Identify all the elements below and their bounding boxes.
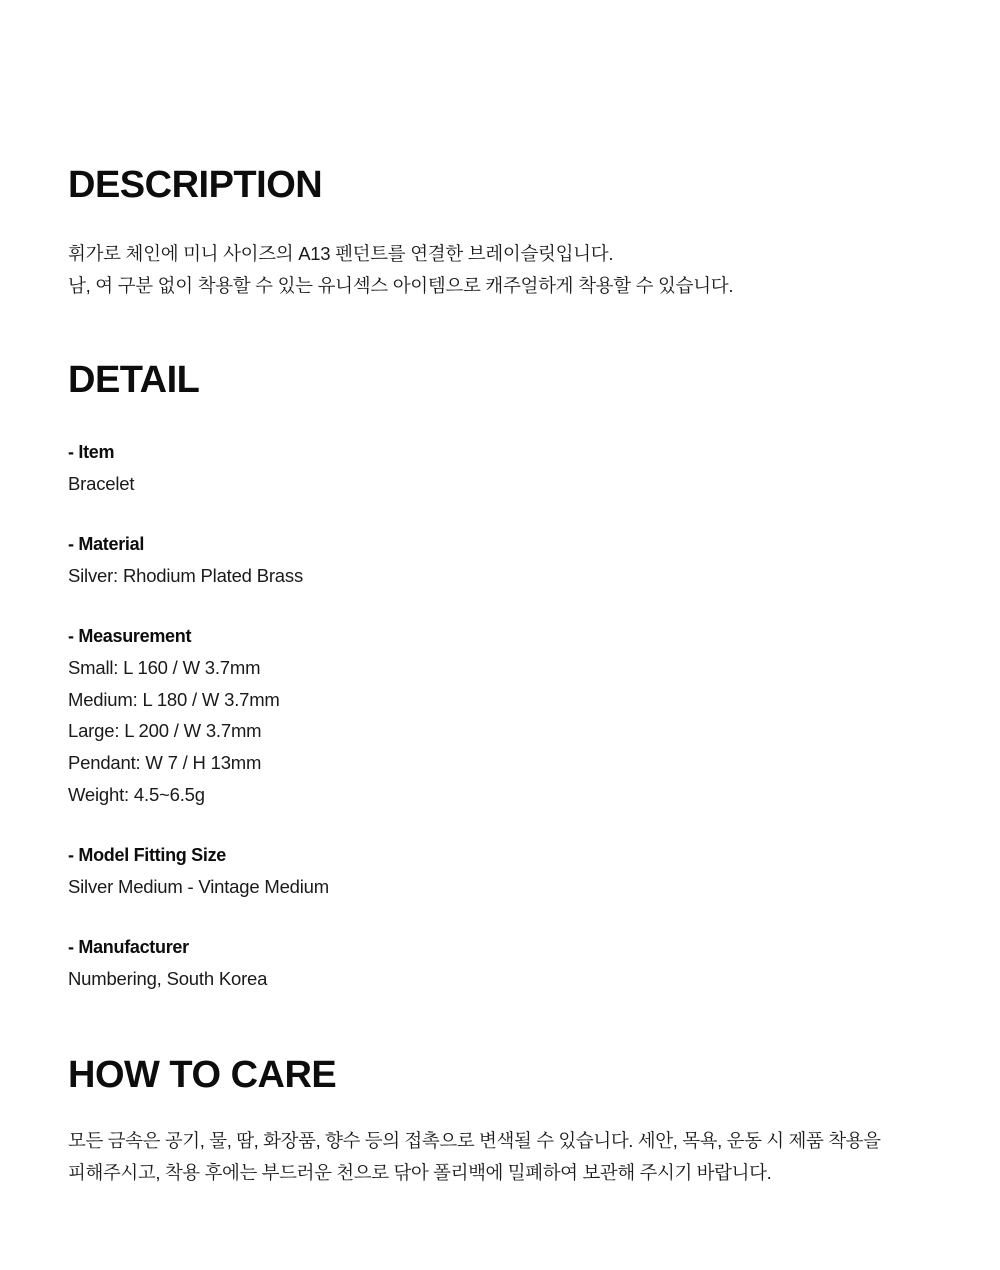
detail-group-material	[68, 529, 768, 591]
how-to-care-heading: HOW TO CARE	[68, 1054, 337, 1096]
detail-value: Pendant: W 7 / H 13mm	[68, 751, 262, 773]
detail-value: Medium: L 180 / W 3.7mm	[68, 688, 280, 710]
description-line: 남, 여 구분 없이 착용할 수 있는 유니섹스 아이템으로 캐주얼하게 착용할 수 있습니다.	[68, 274, 734, 296]
description-heading: DESCRIPTION	[68, 164, 323, 206]
how-to-care-body	[68, 1125, 938, 1189]
description-line: 휘가로 체인에 미니 사이즈의 A13 펜던트를 연결한 브레이슬릿입니다.	[68, 243, 614, 264]
care-line: 피해주시고, 착용 후에는 부드러운 천으로 닦아 폴리백에 밀폐하여 보관해 주시기 바랍니다.	[68, 1161, 772, 1183]
detail-label: - Item	[68, 442, 115, 462]
description-body	[68, 238, 733, 302]
detail-group-manufacturer	[68, 932, 768, 994]
detail-label: - Material	[68, 534, 145, 555]
detail-group-item	[68, 437, 768, 499]
care-line: 모든 금속은 공기, 물, 땀, 화장품, 향수 등의 접촉으로 변색될 수 있습니다. 세안, 목욕, 운동 시 제품 착용을	[68, 1130, 881, 1151]
detail-group-measurement	[68, 621, 768, 810]
detail-value: Bracelet	[68, 472, 135, 494]
detail-label: - Manufacturer	[68, 937, 189, 958]
detail-body	[68, 437, 768, 995]
detail-value: Silver: Rhodium Plated Brass	[68, 564, 303, 586]
detail-label: - Model Fitting Size	[68, 845, 226, 866]
detail-group-model-fitting-size	[68, 840, 768, 902]
detail-label: - Measurement	[68, 626, 192, 647]
detail-heading: DETAIL	[68, 359, 200, 401]
detail-value: Silver Medium - Vintage Medium	[68, 875, 329, 897]
detail-value: Numbering, South Korea	[68, 967, 268, 989]
detail-value: Large: L 200 / W 3.7mm	[68, 720, 262, 742]
detail-value: Weight: 4.5~6.5g	[68, 783, 205, 805]
detail-value: Small: L 160 / W 3.7mm	[68, 657, 261, 679]
